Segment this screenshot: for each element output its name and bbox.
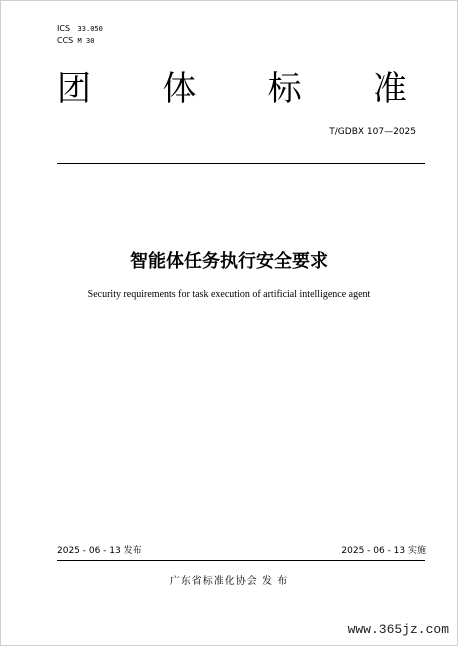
ccs-label: CCS <box>57 36 74 45</box>
standard-number: T/GDBX 107—2025 <box>329 127 416 137</box>
group-standard-heading <box>57 67 407 111</box>
site-watermark: www.365jz.com <box>347 622 449 637</box>
document-title-english: Security requirements for task execution of artificial intelligence agent <box>87 289 371 300</box>
heading-char-3: 标 <box>267 69 302 109</box>
issue-date: 2025 - 06 - 13 发布 <box>57 546 142 556</box>
implementation-date: 2025 - 06 - 13 实施 <box>341 546 426 556</box>
ccs-value: M 30 <box>77 37 95 45</box>
heading-char-4: 准 <box>372 69 407 109</box>
header-divider <box>57 163 425 164</box>
heading-char-1: 团 <box>57 69 91 109</box>
publisher-line: 广东省标准化协会 发 布 <box>169 576 289 587</box>
document-title-chinese: 智能体任务执行安全要求 <box>130 251 328 272</box>
ics-value: 33.050 <box>77 25 103 33</box>
heading-char-2: 体 <box>162 69 197 109</box>
ccs-code <box>57 35 94 47</box>
footer-divider <box>57 560 425 561</box>
ics-code <box>57 23 103 35</box>
ics-label: ICS <box>57 24 71 33</box>
